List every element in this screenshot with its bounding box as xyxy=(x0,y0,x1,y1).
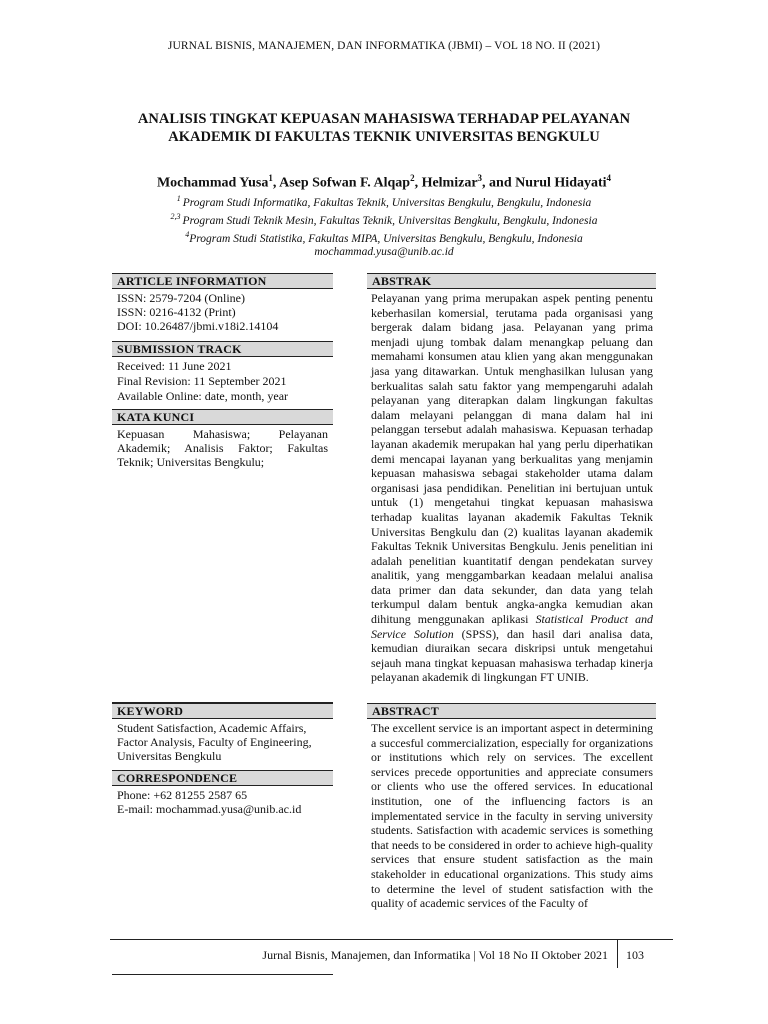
footer-journal: Jurnal Bisnis, Manajemen, dan Informatika | Vol 18 No II Oktober 2021 xyxy=(262,948,608,962)
kata-kunci-heading: KATA KUNCI xyxy=(112,409,333,425)
affiliation-text: Program Studi Teknik Mesin, Fakultas Teknik, Universitas Bengkulu, Bengkulu, Indonesia xyxy=(182,214,598,227)
kata-kunci-text: Kepuasan Mahasiswa; Pelayanan Akademik; Analisis Faktor; Fakultas Teknik; Universitas Bengkulu; xyxy=(112,425,333,703)
affiliation-sup: 2,3 xyxy=(170,211,183,221)
author-sup: 4 xyxy=(606,173,612,183)
page-number: 103 xyxy=(626,948,644,962)
affiliation-2 xyxy=(0,210,768,228)
revision-date: Final Revision: 11 September 2021 xyxy=(117,374,287,388)
affiliation-sup: 1 xyxy=(176,194,183,203)
doi-link[interactable]: DOI: 10.26487/jbmi.v18i2.14104 xyxy=(117,319,279,333)
keyword-text: Student Satisfaction, Academic Affairs, Factor Analysis, Faculty of Engineering, Universitas Bengkulu xyxy=(117,721,312,763)
correspondence-heading: CORRESPONDENCE xyxy=(112,770,333,786)
article-info-body xyxy=(112,289,333,341)
abstract-column xyxy=(367,703,656,911)
affiliation-1 xyxy=(0,192,768,210)
affiliation-3 xyxy=(0,228,768,246)
abstract-heading: ABSTRACT xyxy=(367,703,656,719)
abstrak-italic-term: Statistical Product and Service Solution xyxy=(371,612,653,641)
abstrak-text xyxy=(367,289,656,685)
affiliations xyxy=(0,192,768,259)
author-list xyxy=(0,173,768,192)
correspondence-phone: Phone: +62 81255 2587 65 xyxy=(117,788,248,802)
title-line-2: AKADEMIK DI FAKULTAS TEKNIK UNIVERSITAS BENGKULU xyxy=(168,129,600,145)
affiliation-text: Program Studi Statistika, Fakultas MIPA, Universitas Bengkulu, Bengkulu, Indonesia xyxy=(189,232,583,245)
keyword-column xyxy=(112,703,333,975)
author-name: Helmizar xyxy=(421,175,478,191)
article-info-column xyxy=(112,273,333,703)
affiliation-text: Program Studi Informatika, Fakultas Teknik, Universitas Bengkulu, Bengkulu, Indonesia xyxy=(182,196,592,209)
author-sep: , and xyxy=(482,175,516,191)
abstrak-heading: ABSTRAK xyxy=(367,273,656,289)
author-name: Mochammad Yusa xyxy=(156,175,269,191)
abstract-text: The excellent service is an important aspect in determining a succesful commercialization, especially for organizations or institutions which rely on services. The excellent services precede opportunities and appreciate consumers or clients who use the offered services. In educational institution, one of the influencing factors is an implementated service in the faculty in serving university students. Satisfaction with academic services is something that needs to be considered in order to achieve high-quality services that ensure student satisfaction as the main stakeholder in educational organizations. This study aims to determine the level of student satisfaction with the quality of academic services of the Faculty of xyxy=(371,721,653,911)
author-sup: 3 xyxy=(477,173,483,183)
submission-track-body xyxy=(112,357,333,409)
footer-rule xyxy=(110,939,673,940)
online-date: Available Online: date, month, year xyxy=(117,389,289,403)
abstrak-text-part: Pelayanan yang prima merupakan aspek penting penentu keberhasilan komersial, terutama pada organisasi yang bergerak dalam bidang jasa. Pelayanan yang prima menjadi ujung tombak dalam menangkap peluang dan memahami konsumen atau klien yang akan menggunakan jasa yang ditawarkan. Untuk menghasilkan lulusan yang berkualitas salah satu faktor yang mempengaruhi adalah pelayanan yang diterapkan dalam lingkungan fakultas dalam melayani pelanggan di mana dalam hal ini pelanggan tersebut adalah mahasiswa. Kepuasan terhadap layanan akademik merupakan hal yang perlu diperhatikan demi mencapai layanan yang berkualitas yang menjamin kepuasan mahasiswa sebagai stakeholder utama dalam organisasi jasa pendidikan. Penelitian ini bertujuan untuk untuk (1) mengetahui tingkat kepuasan mahasiswa terhadap kualitas layanan akademik Fakultas Teknik Universitas Bengkulu dan (2) kualitas layanan akademik Fakultas Teknik Universitas Bengkulu. Jenis penelitian ini adalah penelitian kuantitatif dengan pendekatan survey analitik, yang menggambarkan keadaan melalui analisa data primer dan data sekunder, dan data yang telah terkumpul dalam bentuk angka-angka kemudian akan dihitung menggunakan aplikasi xyxy=(371,291,653,627)
keyword-heading: KEYWORD xyxy=(112,703,333,719)
author-name: Asep Sofwan F. Alqap xyxy=(279,175,411,191)
paper-title xyxy=(100,110,668,146)
footer-separator xyxy=(617,940,618,968)
received-date: Received: 11 June 2021 xyxy=(117,359,232,373)
correspondence-email[interactable]: E-mail: mochammad.yusa@unib.ac.id xyxy=(117,802,302,816)
article-info-heading: ARTICLE INFORMATION xyxy=(112,273,333,289)
author-sep: , xyxy=(414,175,422,191)
author-sep: , xyxy=(272,175,280,191)
author-sup: 2 xyxy=(410,173,415,183)
issn-print: ISSN: 0216-4132 (Print) xyxy=(117,305,236,319)
title-line-1: ANALISIS TINGKAT KEPUASAN MAHASISWA TERHADAP PELAYANAN xyxy=(137,111,631,127)
running-header: JURNAL BISNIS, MANAJEMEN, DAN INFORMATIKA (JBMI) – VOL 18 NO. II (2021) xyxy=(167,40,601,52)
affiliation-sup: 4 xyxy=(185,229,190,239)
abstrak-text-part: (SPSS), dan hasil dari analisa data, kemudian diuraikan secara diskripsi untuk mengetahui sejauh mana tingkat kepuasan mahasiswa terhadap kinerja pelayanan akademik di lingkungan FT UNIB. xyxy=(371,626,653,685)
author-email[interactable]: mochammad.yusa@unib.ac.id xyxy=(314,246,454,259)
correspondence-body xyxy=(112,786,333,975)
submission-track-heading: SUBMISSION TRACK xyxy=(112,341,333,357)
abstrak-column xyxy=(367,273,656,685)
issn-online: ISSN: 2579-7204 (Online) xyxy=(117,291,245,305)
author-sup: 1 xyxy=(268,173,273,183)
author-name: Nurul Hidayati xyxy=(515,175,607,191)
